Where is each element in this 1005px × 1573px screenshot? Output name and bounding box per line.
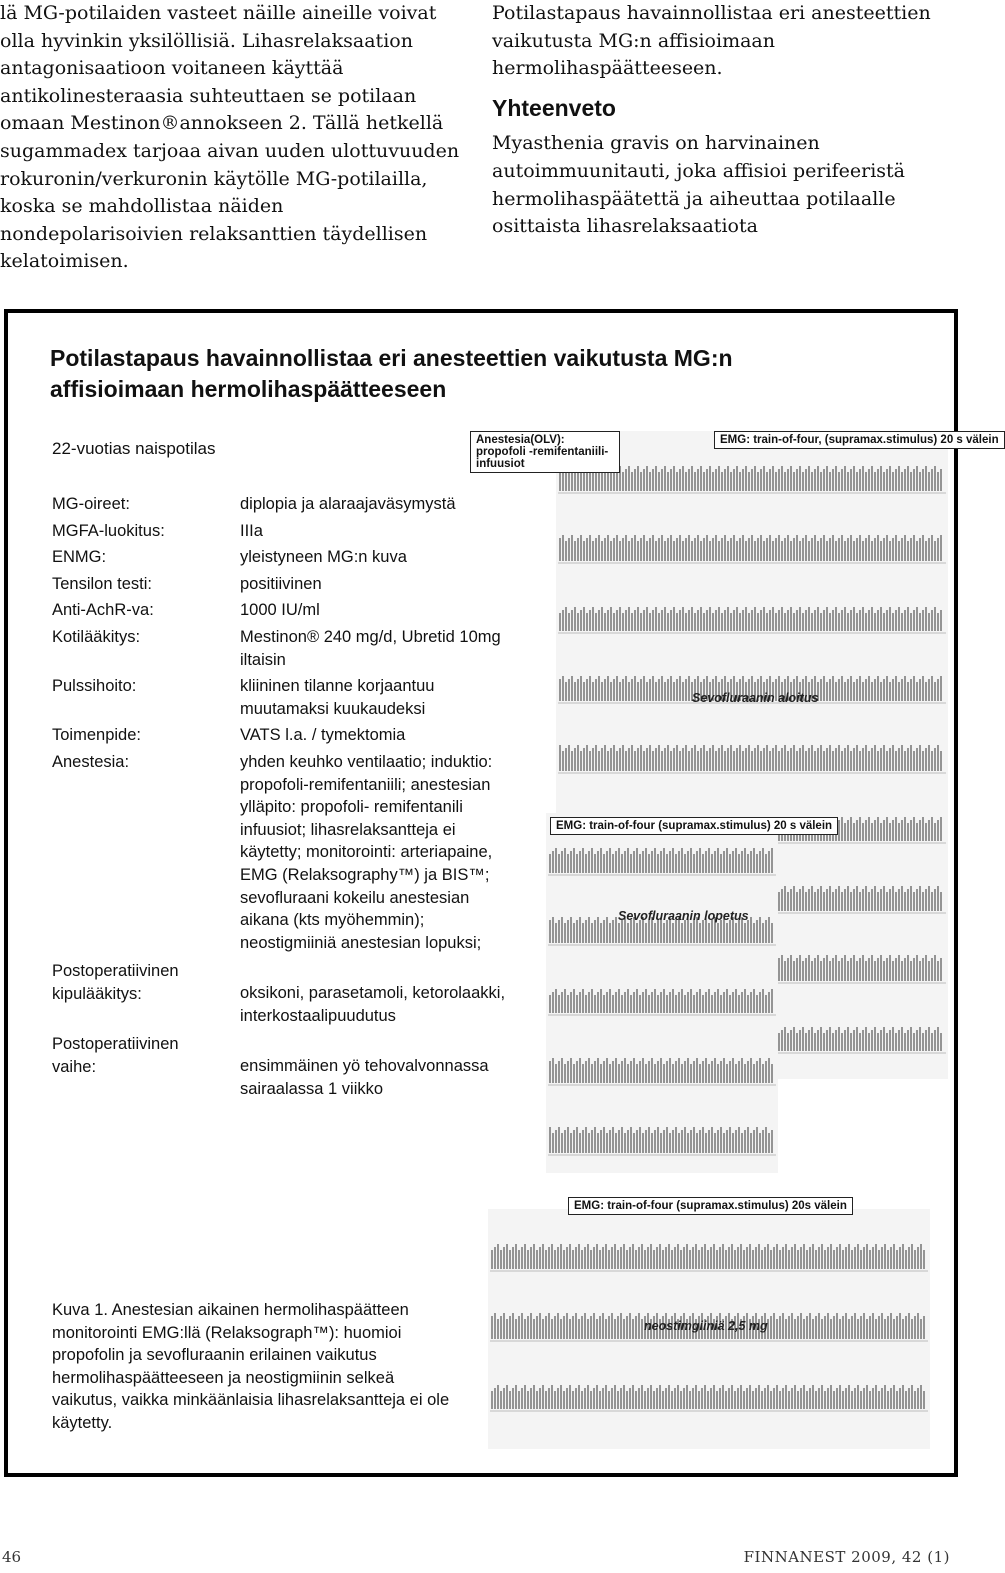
- fact-label: Toimenpide:: [52, 726, 141, 745]
- right-column: [492, 0, 952, 241]
- fact-value: ensimmäinen yö tehovalvonnassa sairaalassa 1 viikko: [240, 1057, 489, 1099]
- fact-value: diplopia ja alaraajaväsymystä: [240, 495, 456, 513]
- fact-value: 1000 IU/ml: [240, 601, 320, 620]
- fact-row: [52, 626, 512, 671]
- journal-name: FINNANEST 2009, 42 (1): [743, 1548, 950, 1566]
- emg-label-anesthesia: Anestesia(OLV): propofoli -remifentaniili-infuusiot: [470, 431, 620, 473]
- emg-strip-sevoflurane: [546, 813, 778, 1173]
- fact-row: [52, 493, 512, 516]
- fact-label: Postoperatiivinen kipulääkitys:: [52, 962, 179, 1003]
- fact-label: Anti-AchR-va:: [52, 601, 154, 620]
- figure-caption: Kuva 1. Anestesian aikainen hermolihaspäätteen monitorointi EMG:llä (Relaksograph™): huomioi propofolin ja sevofluraanin erilainen vaikutus hermolihaspäätteeseen ja neostigmiinin selkeä vaikutus, vaikka minkäänlaisia lihasrelaksantteja ei ole käytetty.: [52, 1301, 450, 1432]
- fact-row: [52, 1033, 512, 1100]
- summary-heading: Yhteenveto: [492, 94, 616, 121]
- right-paragraph-1: Potilastapaus havainnollistaa eri anesteettien vaikutusta MG:n affisioimaan hermolihaspäätteeseen.: [492, 2, 931, 80]
- fact-row: [52, 520, 512, 543]
- fact-row: [52, 724, 512, 747]
- fact-label: Anestesia:: [52, 752, 130, 771]
- emg-trace-row: [550, 989, 772, 1013]
- emg-trace-row: [492, 1244, 924, 1269]
- emg-note-neostigmine: neostimgiiniä 2,5 mg: [644, 1319, 768, 1333]
- fact-label: Pulssihoito:: [52, 677, 137, 696]
- fact-label: Kotilääkitys:: [52, 627, 141, 646]
- fact-row: [52, 573, 512, 596]
- left-paragraph: lä MG-potilaiden vasteet näille aineille voivat olla hyvinkin yksilöllisiä. Lihasrelaksaation antagonisaatioon voitaneen käyttää antikolinesteraasia suhteuttaen se potilaan omaan Mestinon®annokseen 2. Tällä hetkellä sugammadex tarjoaa aivan uuden ulottuvuuden rokuronin/verkuronin käytölle MG-potilailla, koska se mahdollistaa näiden nondepolarisoivien relaksanttien täydellisen kelatoimisen.: [0, 2, 460, 273]
- emg-trace-row: [560, 535, 941, 561]
- case-box: [4, 309, 999, 1477]
- emg-trace-row: [550, 1058, 772, 1083]
- case-box-title: Potilastapaus havainnollistaa eri anesteettien vaikutusta MG:n affisioimaan hermolihaspäätteeseen: [50, 345, 733, 402]
- patient-facts: [52, 493, 512, 1105]
- fact-row: [52, 751, 512, 954]
- emg-trace-row: [550, 848, 772, 873]
- emg-trace: [546, 813, 778, 1173]
- fact-value: Mestinon® 240 mg/d, Ubretid 10mg iltaisin: [240, 627, 501, 669]
- emg-note-sevo-start: Sevofluraanin aloitus: [692, 691, 819, 705]
- fact-row: [52, 546, 512, 569]
- fact-row: [52, 675, 512, 720]
- emg-label-tof-2: EMG: train-of-four (supramax.stimulus) 20 s välein: [550, 817, 838, 835]
- fact-label: MGFA-luokitus:: [52, 521, 165, 540]
- fact-value: kliininen tilanne korjaantuu muutamaksi kuukaudeksi: [240, 677, 435, 718]
- fact-value: IIIa: [240, 521, 263, 540]
- emg-label-tof: EMG: train-of-four, (supramax.stimulus) 20 s välein: [714, 431, 1005, 449]
- fact-value: positiivinen: [240, 574, 322, 593]
- emg-note-sevo-stop: Sevofluraanin lopetus: [618, 909, 749, 923]
- page-number: 46: [2, 1548, 22, 1566]
- fact-value: oksikoni, parasetamoli, ketorolaakki, interkostaalipuudutus: [240, 984, 506, 1025]
- patient-description: 22-vuotias naispotilas: [52, 439, 216, 458]
- fact-value: VATS l.a. / tymektomia: [240, 726, 406, 745]
- right-paragraph-2: Myasthenia gravis on harvinainen autoimmuunitauti, joka affisioi perifeeristä hermolihaspäätettä ja aiheuttaa potilaalle osittaista lihasrelaksaatiota: [492, 132, 905, 238]
- fact-label: ENMG:: [52, 548, 107, 567]
- left-column-text: [0, 0, 468, 276]
- emg-trace-row: [492, 1385, 924, 1409]
- fact-label: Tensilon testi:: [52, 574, 152, 593]
- emg-trace-row: [560, 607, 941, 631]
- fact-label: MG-oireet:: [52, 495, 130, 513]
- fact-value: yhden keuhko ventilaatio; induktio: propofoli-remifentaniili; anestesian ylläpito: propofoli- remifentanili infuusiot; lihasrelaksantteja ei käytetty; monitorointi: arteriapaine, EMG (Relaksography™) ja BIS™; sevofluraani kokeilu anestesian aikana (kts myöhemmin); neostigmiiniä anestesian lopuksi;: [240, 752, 493, 952]
- emg-label-tof-3: EMG: train-of-four (supramax.stimulus) 20s välein: [568, 1197, 853, 1215]
- fact-row: [52, 599, 512, 622]
- fact-label: Postoperatiivinen vaihe:: [52, 1035, 179, 1077]
- fact-row: [52, 960, 512, 1027]
- emg-trace-row: [560, 745, 941, 771]
- emg-trace-row: [550, 1127, 772, 1153]
- fact-value: yleistyneen MG:n kuva: [240, 548, 407, 567]
